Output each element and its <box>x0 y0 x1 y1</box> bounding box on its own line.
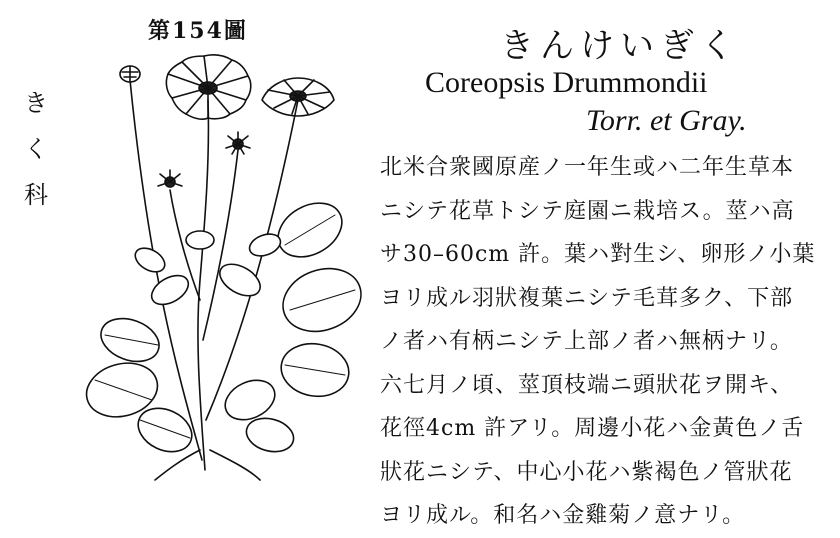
description-line: 北米合衆國原産ノ一年生或ハ二年生草本 <box>380 155 795 180</box>
plant-family-label <box>20 80 52 218</box>
description-text <box>380 146 830 538</box>
scientific-name: Coreopsis Drummondii <box>425 66 708 99</box>
description-line: 狀花ニシテ、中心小花ハ紫褐色ノ管狀花 <box>380 459 793 485</box>
family-char-2: く <box>24 135 48 163</box>
figure-number: 第154圖 <box>148 18 248 44</box>
description-line: ノ者ハ有柄ニシテ上部ノ者ハ無柄ナリ。 <box>380 329 793 354</box>
family-char-3: 科 <box>24 181 48 209</box>
description-line: ヨリ成ル。和名ハ金雞菊ノ意ナリ。 <box>380 503 746 528</box>
plant-illustration <box>70 40 370 490</box>
flower-head-small-2 <box>158 170 182 187</box>
description-line: サ30–60cm 許。葉ハ對生シ、卵形ノ小葉 <box>380 242 816 267</box>
japanese-name: きんけいぎく <box>500 26 740 66</box>
description-line: 花徑4cm 許アリ。周邊小花ハ金黃色ノ舌 <box>380 416 805 441</box>
flower-head-right <box>262 78 334 116</box>
description-line: 六七月ノ頃、莖頂枝端ニ頭狀花ヲ開キ、 <box>380 372 794 398</box>
flower-head-large <box>166 55 250 119</box>
description-line: ニシテ花草トシテ庭園ニ栽培ス。莖ハ高 <box>380 198 795 224</box>
author-citation: Torr. et Gray. <box>586 104 747 137</box>
flower-bud <box>120 66 140 82</box>
family-char-1: き <box>24 89 48 117</box>
description-line: ヨリ成ル羽狀複葉ニシテ毛茸多ク、下部 <box>380 285 794 311</box>
